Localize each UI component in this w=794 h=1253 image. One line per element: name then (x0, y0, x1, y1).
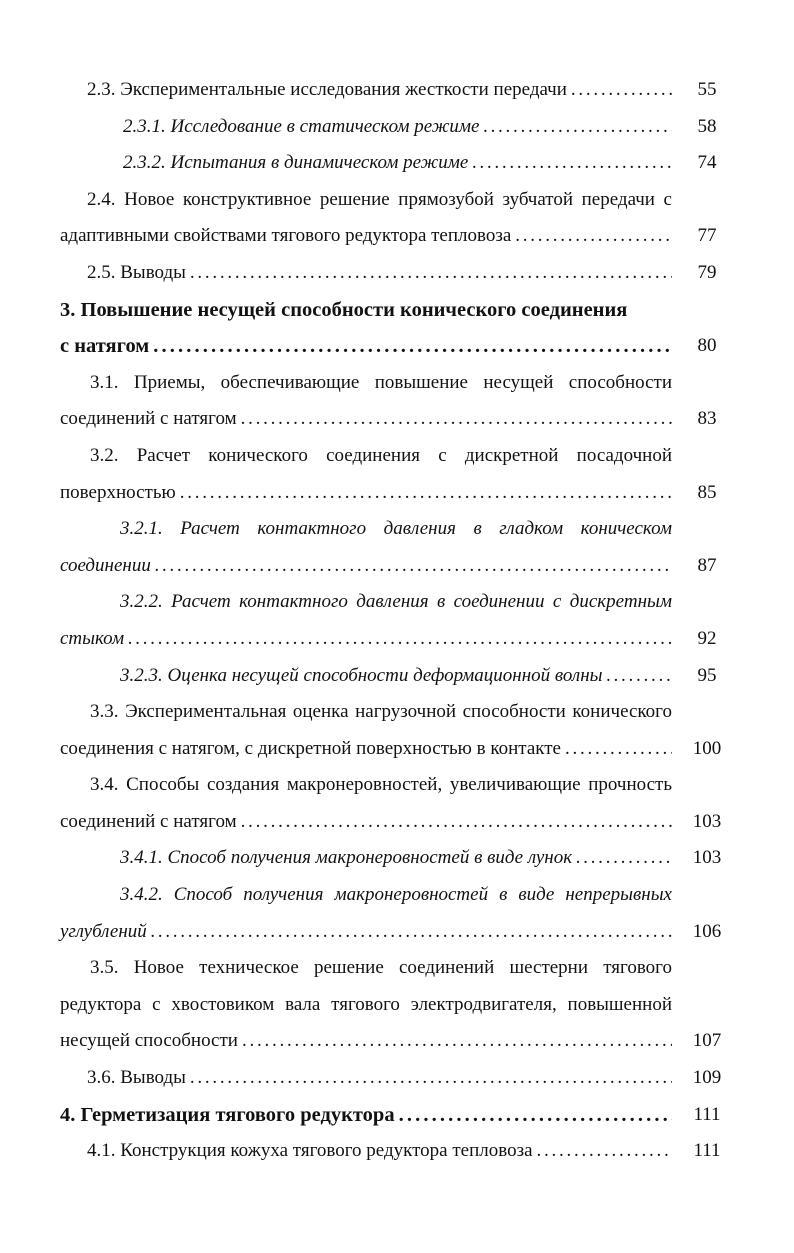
toc-chapter-3-line-2 (60, 328, 725, 365)
toc-entry-3-1-line-1 (60, 365, 725, 402)
toc-label: 3.5. Новое техническое решение соединений шестерни тягового (90, 957, 672, 979)
toc-label: 3.3. Экспериментальная оценка нагрузочной способности конического (90, 701, 672, 723)
toc-entry-3-5-line-1 (60, 950, 725, 987)
dot-leader (149, 328, 672, 365)
toc-entry-2-4-line-1 (60, 182, 725, 219)
toc-entry-3-1-line-2 (60, 401, 725, 438)
toc-entry-3-6 (60, 1060, 725, 1097)
toc-entry-2-3-1 (60, 109, 725, 146)
toc-page: 74 (697, 152, 717, 174)
toc-entry-3-5-line-2 (60, 987, 725, 1024)
toc-page: 87 (697, 554, 717, 576)
dot-leader (479, 109, 672, 146)
toc-page: 92 (697, 627, 717, 649)
toc-chapter-4 (60, 1097, 725, 1134)
dot-leader (533, 1133, 672, 1170)
toc-entry-2-3-2 (60, 145, 725, 182)
toc-label: соединений с натягом (60, 408, 237, 430)
toc-page: 55 (697, 79, 717, 100)
toc-label: углублений (60, 920, 147, 942)
toc-page: 58 (697, 115, 717, 137)
toc-label: 2.4. Новое конструктивное решение прямозубой зубчатой передачи с (87, 188, 672, 210)
toc-label: 4. Герметизация тягового редуктора (60, 1103, 395, 1126)
toc-page: 80 (697, 335, 717, 357)
toc-page: 95 (697, 664, 717, 686)
toc-entry-3-4-line-2 (60, 804, 725, 841)
dot-leader (237, 401, 672, 438)
toc-entry-3-3-line-1 (60, 694, 725, 731)
dot-leader (147, 914, 672, 951)
toc-entry-3-2-line-2 (60, 475, 725, 512)
toc-label: 3.4.2. Способ получения макронеровностей в виде непрерывных (120, 884, 672, 906)
dot-leader (124, 621, 672, 658)
toc-label: соединений с натягом (60, 810, 237, 832)
dot-leader (561, 731, 672, 768)
toc-label: 2.5. Выводы (87, 261, 186, 283)
toc-entry-3-2-3 (60, 658, 725, 695)
table-of-contents (60, 72, 725, 1170)
dot-leader (237, 804, 672, 841)
toc-label: стыком (60, 627, 125, 649)
toc-label: 2.3.1. Исследование в статическом режиме (123, 115, 480, 137)
dot-leader (567, 72, 672, 109)
toc-entry-3-4-2-line-1 (60, 877, 725, 914)
toc-entry-3-2-2-line-1 (60, 584, 725, 621)
dot-leader (238, 1023, 672, 1060)
toc-label: поверхностью (60, 481, 176, 503)
toc-label: 2.3.2. Испытания в динамическом режиме (123, 152, 469, 174)
toc-entry-2-5 (60, 255, 725, 292)
toc-entry-3-4-line-1 (60, 767, 725, 804)
toc-entry-2-3 (60, 72, 725, 109)
toc-label: 3.2.3. Оценка несущей способности деформационной волны (120, 664, 603, 686)
toc-entry-3-3-line-2 (60, 731, 725, 768)
toc-label: 3. Повышение несущей способности конического соединения (60, 298, 628, 321)
toc-page: 106 (692, 920, 722, 942)
dot-leader (468, 145, 672, 182)
toc-page: 107 (692, 1030, 722, 1052)
dot-leader (176, 475, 672, 512)
toc-page: 103 (692, 810, 722, 832)
dot-leader (395, 1097, 672, 1134)
toc-label: 3.2.2. Расчет контактного давления в соединении с дискретным (120, 591, 672, 613)
toc-label: несущей способности (60, 1030, 238, 1052)
toc-label: редуктора с хвостовиком вала тягового электродвигателя, повышенной (60, 993, 672, 1015)
toc-page: 109 (692, 1067, 722, 1089)
toc-label: соединении (60, 554, 151, 576)
dot-leader (603, 658, 672, 695)
toc-entry-3-2-1-line-1 (60, 511, 725, 548)
toc-entry-3-4-2-line-2 (60, 914, 725, 951)
toc-page: 111 (693, 1103, 721, 1125)
toc-entry-3-2-2-line-2 (60, 621, 725, 658)
toc-page: 111 (693, 1140, 721, 1162)
toc-label: адаптивными свойствами тягового редуктора тепловоза (60, 225, 512, 247)
toc-entry-2-4-line-2 (60, 218, 725, 255)
toc-entry-3-5-line-3 (60, 1023, 725, 1060)
dot-leader (511, 218, 672, 255)
toc-page: 100 (692, 737, 722, 759)
toc-page: 83 (697, 408, 717, 430)
toc-label: 3.4.1. Способ получения макронеровностей в виде лунок (120, 847, 573, 869)
toc-label: 3.2. Расчет конического соединения с дискретной посадочной (90, 444, 672, 466)
toc-label: 3.4. Способы создания макронеровностей, увеличивающие прочность (90, 774, 672, 796)
toc-label: 3.2.1. Расчет контактного давления в гладком коническом (120, 518, 672, 540)
dot-leader (572, 840, 672, 877)
toc-label: с натягом (60, 335, 150, 358)
toc-page: 85 (697, 481, 717, 503)
toc-page: 77 (697, 225, 717, 247)
toc-page: 103 (692, 847, 722, 869)
toc-label: 2.3. Экспериментальные исследования жесткости передачи (87, 79, 567, 100)
toc-label: 4.1. Конструкция кожуха тягового редуктора тепловоза (87, 1140, 533, 1162)
toc-chapter-3-line-1 (60, 292, 725, 329)
dot-leader (151, 548, 672, 585)
toc-entry-3-2-line-1 (60, 438, 725, 475)
toc-label: 3.6. Выводы (87, 1067, 186, 1089)
toc-entry-3-2-1-line-2 (60, 548, 725, 585)
dot-leader (186, 255, 672, 292)
toc-page: 79 (697, 261, 717, 283)
dot-leader (186, 1060, 672, 1097)
toc-label: 3.1. Приемы, обеспечивающие повышение несущей способности (90, 371, 672, 393)
toc-entry-3-4-1 (60, 840, 725, 877)
toc-entry-4-1 (60, 1133, 725, 1170)
toc-label: соединения с натягом, с дискретной поверхностью в контакте (60, 737, 561, 759)
